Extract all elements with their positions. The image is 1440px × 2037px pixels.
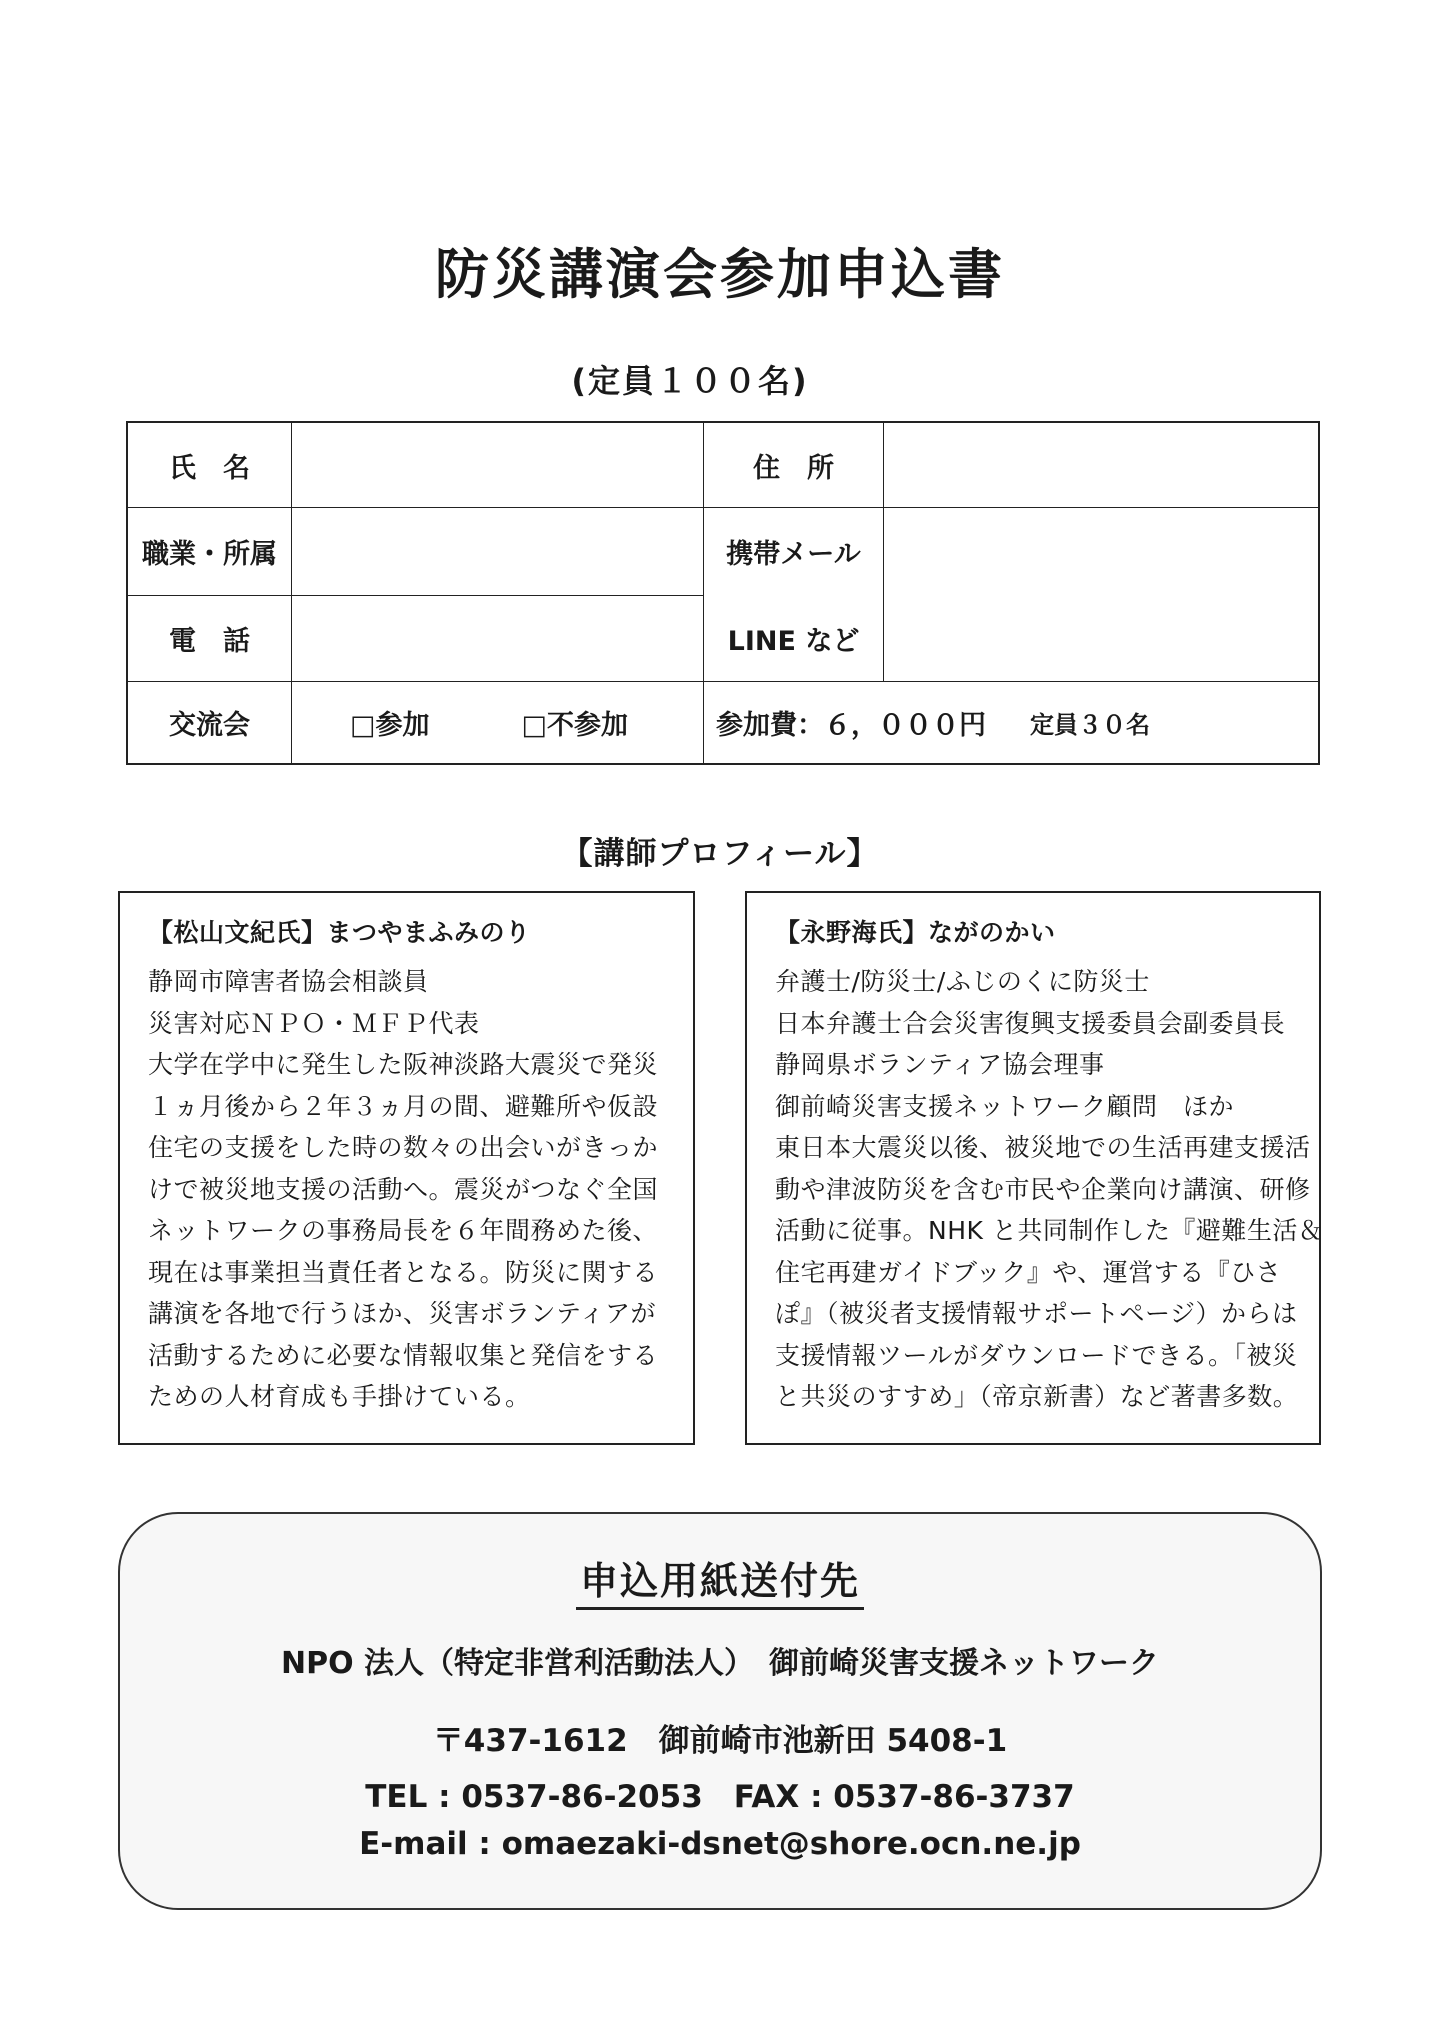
profile-line: 東日本大震災以後、被災地での生活再建支援活 [775,1133,1311,1162]
profile-line: 住宅の支援をした時の数々の出会いがきっか [148,1133,659,1162]
speaker-name: 【永野海氏】ながのかい [775,918,1056,947]
name-label: 氏 名 [169,452,250,484]
occupation-label: 職業・所属 [142,539,277,570]
profile-line: 講演を各地で行うほか、災害ボランティアが [148,1299,657,1328]
profile-line: １ヵ月後から２年３ヵ月の間、避難所や仮設 [148,1091,659,1121]
attend-checkbox[interactable]: □参加 [350,710,430,741]
destination-heading-text: 申込用紙送付先 [576,1559,864,1610]
fee-cell [704,682,1318,763]
profile-line: 活動するために必要な情報収集と発信をする [148,1340,659,1370]
organization-name: NPO 法人（特定非営利活動法人） 御前崎災害支援ネットワーク [280,1646,1160,1681]
profile-line: ネットワークの事務局長を６年間務めた後、 [148,1216,659,1245]
exchange-options [292,682,703,763]
profile-line: 静岡市障害者協会相談員 [148,967,429,996]
participation-fee: 参加費：６，０００円 [716,710,986,741]
profile-line: 災害対応ＮＰＯ・ＭＦＰ代表 [148,1008,480,1038]
profile-line: 静岡県ボランティア協会理事 [775,1050,1105,1079]
name-field[interactable] [292,423,703,507]
postal-address: 〒437-1612 御前崎市池新田 5408-1 [432,1723,1008,1759]
page-title: 防災講演会参加申込書 [435,243,1005,306]
speaker-name: 【松山文紀氏】まつやまふみのり [148,918,531,947]
profile-line: 住宅再建ガイドブック』や、運営する『ひさ [775,1257,1282,1287]
occupation-field[interactable] [292,508,703,595]
profile-line: 弁護士/防災士/ふじのくに防災士 [775,967,1150,996]
profile-line: ぽ』（被災者支援情報サポートページ）からは [775,1299,1298,1328]
tel-fax: TEL : 0537-86-2053 FAX : 0537-86-3737 [365,1779,1075,1815]
profile-line: 支援情報ツールがダウンロードできる。「被災 [775,1340,1298,1370]
profile-line: と共災のすすめ」（帝京新書）など著書多数。 [775,1382,1299,1411]
address-label: 住 所 [753,452,834,484]
profile-line: ための人材育成も手掛けている。 [148,1382,531,1411]
profile-line: 大学在学中に発生した阪神淡路大震災で発災 [148,1050,659,1079]
profile-line: 動や津波防災を含む市民や企業向け講演、研修 [775,1174,1311,1204]
profile-line: けで被災地支援の活動へ。震災がつなぐ全国 [148,1174,659,1204]
mobile-mail-field[interactable] [884,508,1318,681]
phone-label: 電 話 [169,626,250,657]
not-attend-checkbox[interactable]: □不参加 [521,710,629,741]
fee-capacity: 定員３０名 [1030,711,1150,739]
line-label: LINE など [727,626,860,657]
mobile-mail-label: 携帯メール [726,539,861,570]
profile-line: 活動に従事。NHK と共同制作した『避難生活＆ [775,1216,1324,1245]
application-form-table [126,421,1320,765]
destination-heading [120,1550,1320,1605]
profile-line: 御前崎災害支援ネットワーク顧問 ほか [775,1091,1235,1121]
speaker-profile-matsuyama [118,891,695,1445]
email-address[interactable]: E-mail : omaezaki-dsnet@shore.ocn.ne.jp [359,1826,1081,1862]
exchange-label: 交流会 [169,710,250,741]
profile-line: 現在は事業担当責任者となる。防災に関する [148,1257,659,1287]
profile-heading: 【講師プロフィール】 [561,836,879,872]
profile-line: 日本弁護士合会災害復興支援委員会副委員長 [775,1008,1286,1038]
speaker-profile-nagano [745,891,1324,1445]
address-field[interactable] [884,423,1318,507]
phone-field[interactable] [292,596,703,681]
destination-box [118,1512,1322,1910]
capacity-note: (定員１００名) [571,362,809,400]
